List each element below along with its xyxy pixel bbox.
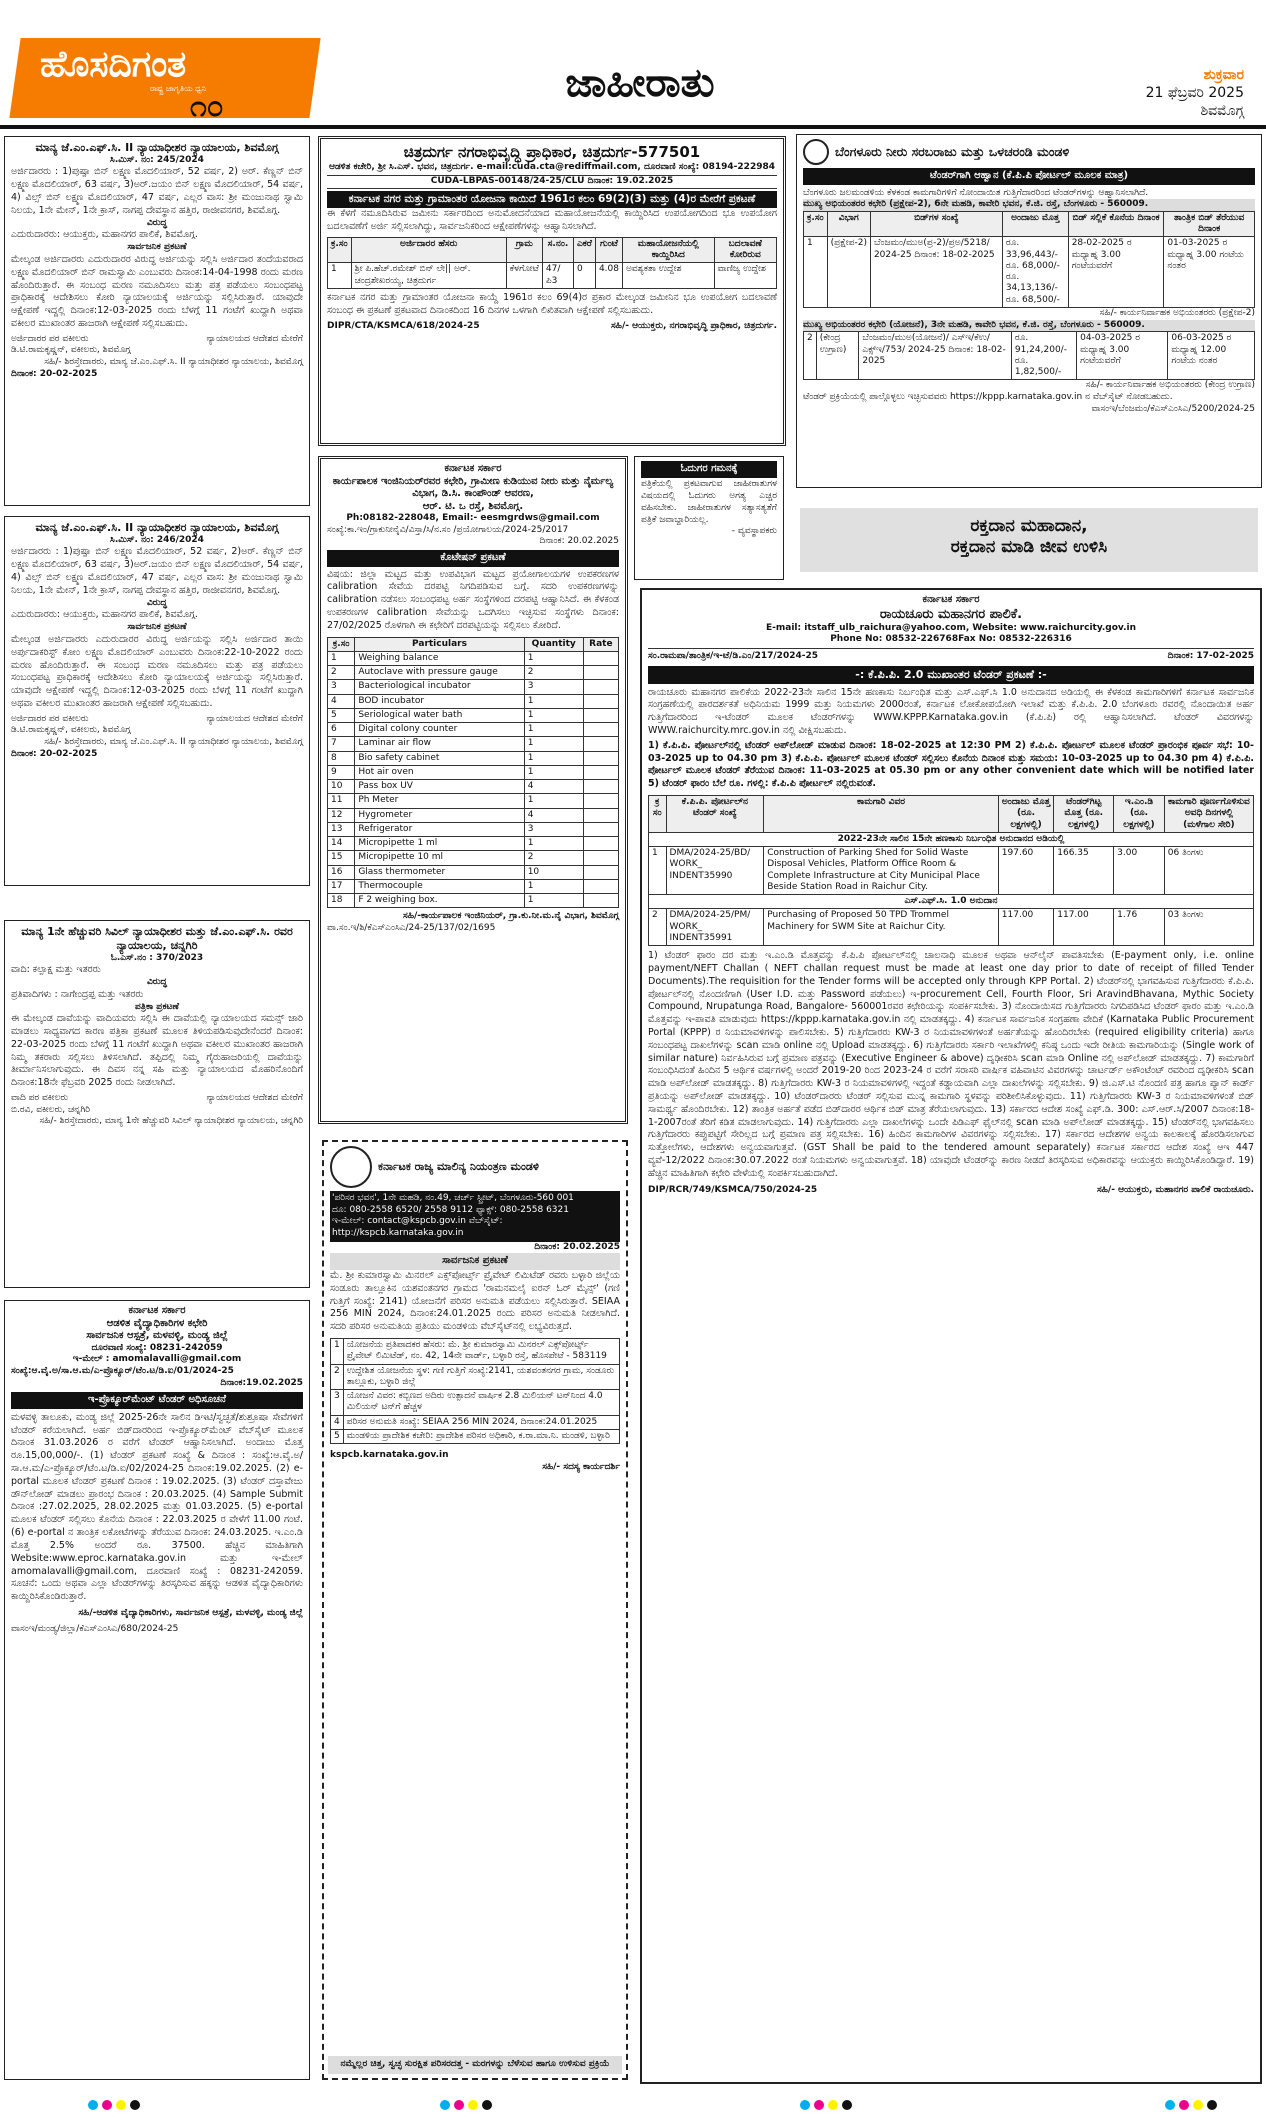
blood-donation-line2: ರಕ್ತದಾನ ಮಾಡಿ ಜೀವ ಉಳಿಸಿ [950, 537, 1108, 558]
signature: ಸಹಿ/- ಕಾರ್ಯನಿರ್ವಾಹಕ ಅಭಿಯಂತರರು (ಪ್ರಕ್ಷೇಪ-2) [1099, 307, 1255, 318]
govt-label: ಕರ್ನಾಟಕ ಸರ್ಕಾರ [922, 594, 980, 605]
reference-number: CUDA-LBPAS-00148/24-25/CLU ದಿನಾಂಕ: 19.02.2025 [327, 175, 777, 189]
blood-donation-box [800, 508, 1258, 572]
table-row: 6 Digital colony counter 1 [328, 723, 619, 737]
works-table: ಕ್ರ ಸಂ ಕೆ.ಪಿ.ಪಿ. ಪೋರ್ಟಲ್‌ನ ಟೆಂಡರ್ ಸಂಖ್ಯೆ ಕಾಮಗಾರಿ ವಿವರ ಅಂದಾಜು ಮೊತ್ತ (ರೂ. ಲಕ್ಷಗಳಲ್ಲಿ) ಟೆಂಡರ್‌ಗಿಟ್ಟ ಮೊತ್ತ (ರೂ. ಲಕ್ಷಗಳಲ್ಲಿ) ಇ.ಎಂ.ಡಿ (ರೂ. ಲಕ್ಷಗಳಲ್ಲಿ) ಕಾಮಗಾರಿ ಪೂರ್ಣಗೊಳಿಸುವ ಅವಧಿ ದಿನಗಳಲ್ಲಿ (ಮಳೆಗಾಲ ಸೇರಿ) 2022-23ನೇ ಸಾಲಿನ 15ನೇ ಹಣಕಾಸು ನಿರ್ಬಂಧಿತ ಅನುದಾನದ ಅಡಿಯಲ್ಲಿ 1 DMA/2024-25/BD/ WORK_ INDENT35990 Construction of Parking Shed for Solid Waste Disposal Vehicles, Platform Office Room & Complete Infrastructure at City Municipal Place Beside Station Road in Raichur City. 197.60 166.35 3.00 06 ತಿಂಗಳು ಎಸ್.ಎಫ್.ಸಿ. 1.0 ಅನುದಾನ 2 DMA/2024-25/PM/ WORK_ INDENT35991 Purchasing of Proposed 50 TPD Trommel Machinery for SWM Site at Raichur City. 117.00 117.00 1.76 03 ತಿಂಗಳು [648, 795, 1254, 946]
vs: ವಿರುದ್ಧ [147, 597, 167, 608]
email: ಇ-ಮೇಲ್: contact@kspcb.gov.in ವೆಬ್‌ಸೈಟ್: http://kspcb.karnataka.gov.in [332, 1216, 503, 1239]
order-label: ನ್ಯಾಯಾಲಯದ ಆದೇಶದ ಮೇರೆಗೆ [206, 333, 303, 344]
notice-title: ಚಿತ್ರದುರ್ಗ ನಗರಾಭಿವೃದ್ಧಿ ಪ್ರಾಧಿಕಾರ, ಚಿತ್ರದುರ್ಗ-577501 [403, 143, 701, 161]
office-name: ಕಾರ್ಯಪಾಲಕ ಇಂಜಿನಿಯರ್‌ರವರ ಕಛೇರಿ, ಗ್ರಾಮೀಣ ಕುಡಿಯುವ ನೀರು ಮತ್ತು ನೈರ್ಮಲ್ಯ ವಿಭಾಗ, ಡಿ.ಸಿ. ಕಾಂಪೌಂಡ್ ಆವರಣ, [332, 475, 614, 499]
order-label: ನ್ಯಾಯಾಲಯದ ಆದೇಶದ ಮೇರೆಗೆ [206, 1093, 303, 1104]
notice-title: ಕರ್ನಾಟಕ ರಾಜ್ಯ ಮಾಲಿನ್ಯ ನಿಯಂತ್ರಣ ಮಂಡಳಿ [378, 1160, 539, 1174]
advocate: ಬಿ.ರವಿ, ವಕೀಲರು, ಚನ್ನಗಿರಿ [11, 1104, 90, 1115]
bwssb-tender-notice [796, 134, 1262, 488]
registration-dots [800, 2100, 856, 2115]
website: kspcb.karnataka.gov.in [330, 1450, 449, 1460]
table-row: 1 Weighing balance 1 [328, 651, 619, 665]
tender-dates: 1) ಕೆ.ಪಿ.ಪಿ. ಪೋರ್ಟಲ್‌ನಲ್ಲಿ ಟೆಂಡರ್ ಅಪ್‌ಲೋಡ್ ಮಾಡುವ ದಿನಾಂಕ: 18-02-2025 at 12:30 PM 2) ಕೆ.ಪಿ.ಪಿ. ಪೋರ್ಟಲ್ ಮೂಲಕ ಟೆಂಡರ್ ಪ್ರಾರಂಭಿಕ ಪೂರ್ವ ಸಭೆ: 10-03-2025 up to 04.30 pm 3) ಕೆ.ಪಿ.ಪಿ. ಪೋರ್ಟಲ್ ಮೂಲಕ ಟೆಂಡರ್ ಸಲ್ಲಿಸಲು ಕೊನೆಯ ದಿನಾಂಕ ಮತ್ತು ಸಮಯ: 10-03-2025 up to 04.30 pm 4) ಕೆ.ಪಿ.ಪಿ. ಪೋರ್ಟಲ್ ಮೂಲಕ ಟೆಂಡರ್ ತೆರೆಯುವ ದಿನಾಂಕ: 11-03-2025 at 05.30 pm or any other convenient date which will be notified later 5) ಟೆಂಡರ್ ಫಾರಂ ಬೆಲೆ ರೂ. ಗಳಲ್ಲಿ: ಕೆ.ಪಿ.ಪಿ ಪೋರ್ಟಲ್ ನಲ್ಲಿರುವಂತೆ. [648, 739, 1254, 790]
dip-code: DIP/RCR/749/KSMCA/750/2024-25 [648, 1184, 818, 1195]
table-row: 2 ಉದ್ದೇಶಿತ ಯೋಜನೆಯ ಸ್ಥಳ: ಗಣಿ ಗುತ್ತಿಗೆ ಸಂಖ್ಯೆ:2141, ಯಶವಂತನಗರ ಗ್ರಾಮ, ಸಂಡೂರು ತಾಲ್ಲೂಕು, ಬಳ್ಳಾರಿ ಜಿಲ್ಲೆ [331, 1364, 620, 1390]
notice-head: ಕರ್ನಾಟಕ ನಗರ ಮತ್ತು ಗ್ರಾಮಾಂತರ ಯೋಜನಾ ಕಾಯಿದೆ 1961ರ ಕಲಂ 69(2)(3) ಮತ್ತು (4)ರ ಮೇರೆಗೆ ಪ್ರಕಟಣೆ [327, 191, 777, 208]
signature: ಸಹಿ/- ಶಿರಸ್ತೇದಾರರು, ಮಾನ್ಯ ಜೆ.ಎಂ.ಎಫ್.ಸಿ. II ನ್ಯಾಯಾಧೀಶರ ನ್ಯಾಯಾಲಯ, ಶಿವಮೊಗ್ಗ [44, 357, 303, 368]
respondent: ಎದುರುದಾರರು: ಆಯುಕ್ತರು, ಮಹಾನಗರ ಪಾಲಿಕೆ, ಶಿವಮೊಗ್ಗ. [11, 229, 198, 241]
table-header: ಅರ್ಜಿದಾರರ ಹೆಸರು [351, 237, 506, 263]
hospital-name: ಸಾರ್ವಜನಿಕ ಆಸ್ಪತ್ರೆ, ಮಳವಳ್ಳಿ, ಮಂಡ್ಯ ಜಿಲ್ಲೆ [86, 1330, 228, 1341]
notice-head: ಸಾರ್ವಜನಿಕ ಪ್ರಕಟಣೆ [127, 622, 187, 633]
table-row: 1 ಯೋಜನೆಯ ಪ್ರತಿಪಾದಕರ ಹೆಸರು: ಮೆ. ಶ್ರೀ ಕುಮಾರಸ್ವಾಮಿ ಮಿನರಲ್ ಎಕ್ಸ್‌ಪೋರ್ಟ್ಸ್ ಪ್ರೈವೇಟ್ ಲಿಮಿಟೆಡ್, ನಂ. 42, 14ನೇ ವಾರ್ಡ್, ಬಳ್ಳಾರಿ ರಸ್ತೆ, ಹೊಸಪೇಟೆ - 583119 [331, 1339, 620, 1365]
notice-body: ಪತ್ರಿಕೆಯಲ್ಲಿ ಪ್ರಕಟವಾಗುವ ಜಾಹೀರಾತುಗಳ ವಿಷಯದಲ್ಲಿ ಓದುಗರು ಅಗತ್ಯ ಎಚ್ಚರ ವಹಿಸಬೇಕು. ಜಾಹೀರಾತುಗಳ ಸತ್ಯಾಸತ್ಯತೆಗೆ ಪತ್ರಿಕೆ ಜವಾಬ್ದಾರಿಯಲ್ಲ. [641, 478, 777, 525]
notice-head: ಸಾರ್ವಜನಿಕ ಪ್ರಕಟಣೆ [330, 1253, 620, 1270]
table-row: 8 Bio safety cabinet 1 [328, 751, 619, 765]
notice-head: ಟೆಂಡರ್‌ಗಾಗಿ ಆಹ್ವಾನ (ಕೆ.ಪಿ.ಪಿ ಪೋರ್ಟಲ್ ಮೂಲಕ ಮಾತ್ರ) [803, 168, 1255, 185]
dip-code: ವಾಸಂಇ/ಮಂಡ್ಯ/ಜಿಲ್ಲಾ/ಕೆಎಸ್‌ಎಂಸಿಎ/680/2024-25 [11, 1623, 179, 1634]
newspaper-name: ಹೊಸದಿಗಂತ [40, 43, 187, 85]
notice-head: ಇ-ಪ್ರೊಕ್ಯೂರ್‌ಮೆಂಟ್ ಟೆಂಡರ್ ಅಧಿಸೂಚನೆ [11, 1392, 303, 1409]
office-address: ಮುಖ್ಯ ಅಭಿಯಂತರರ ಕಛೇರಿ (ಪ್ರಕ್ಷೇಪ-2), 6ನೇ ಮಹಡಿ, ಕಾವೇರಿ ಭವನ, ಕೆ.ಜಿ. ರಸ್ತೆ, ಬೆಂಗಳೂರು - 560009. [803, 199, 1255, 211]
notice-head: ಸಾರ್ವಜನಿಕ ಪ್ರಕಟಣೆ [127, 242, 187, 253]
notice-date: ದಿನಾಂಕ:19.02.2025 [220, 1377, 303, 1388]
notice-body: ಈ ಮೇಲ್ಕಂಡ ದಾವೆಯನ್ನು ವಾದಿಯವರು ಸಲ್ಲಿಸಿ ಈ ದಾವೆಯಲ್ಲಿ ನ್ಯಾಯಾಲಯದ ಸಮನ್ಸ್ ಜಾರಿ ಮಾಡಲು ಸಾಧ್ಯವಾಗದ ಕಾರಣ ಪತ್ರಿಕಾ ಪ್ರಕಟಣೆ ಮೂಲಕ ತಿಳಿಯಪಡಿಸುವುದೇನೆಂದರೆ ದಿನಾಂಕ: 22-03-2025 ರಂದು ಬೆಳಗ್ಗೆ 11 ಗಂಟೆಗೆ ಖುದ್ದಾಗಿ ಅಥವಾ ವಕೀಲರ ಮುಖಾಂತರ ಹಾಜರಾಗಿ ನಿಮ್ಮ ತಕರಾರು ಸಲ್ಲಿಸಲು ತಿಳಿಸಲಾಗಿದೆ. ತಪ್ಪಿದಲ್ಲಿ ನಿಮ್ಮ ಗೈರುಹಾಜರಿಯಲ್ಲಿ ದಾವೆಯನ್ನು ತೀರ್ಮಾನಿಸಲಾಗುವುದು. ಈ ದಿವಸ ನನ್ನ ಸಹಿ ಮತ್ತು ನ್ಯಾಯಾಲಯದ ಮೊಹರಿನೊಂದಿಗೆ ದಿನಾಂಕ:18ನೇ ಫೆಬ್ರವರಿ 2025 ರಂದು ನೀಡಲಾಗಿದೆ. [11, 1013, 303, 1089]
table-header: ಮಹಾಯೋಜನೆಯಲ್ಲಿ ಕಾಯ್ದಿರಿಸಿದ [622, 237, 714, 263]
table-row: 3 Bacteriological incubator 3 [328, 680, 619, 694]
table-header: ಗ್ರಾಮ [506, 237, 542, 263]
parties: ಅರ್ಜಿದಾರರು : 1)ಪುಷ್ಪಾ ಬಿನ್ ಲಕ್ಷ್ಮಣ ಮೊದಲಿಯಾರ್, 52 ವರ್ಷ, 2) ಅರ್. ಕೆಣ್ಣನ್ ಬಿನ್ ಲಕ್ಷ್ಮಣ ಮೊದಲಿಯಾರ್, 63 ವರ್ಷ, 3)ಅರ್.ಜಯಂ ಬಿನ್ ಲಕ್ಷ್ಮಣ ಮೊದಲಿಯಾರ್, 54 ವರ್ಷ, 4) ವಿಲ್ಸ್ ಬಿನ್ ಲಕ್ಷ್ಮಣ ಮೊದಲಿಯಾರ್, 47 ವರ್ಷ, ಎಲ್ಲರ ವಾಸ: ಶ್ರೀ ಮಂಜುನಾಥ ಸ್ವಾಮಿ ನಿಲಯ, 1ನೇ ಮೇನ್, 1ನೇ ಕ್ರಾಸ್, ನಾಗಪ್ಪ ದೇವಸ್ಥಾನ ಹತ್ತಿರ, ರಾಜೀವನಗರ, ಶಿವಮೊಗ್ಗ. [11, 166, 303, 216]
notice-head: -: ಕೆ.ಪಿ.ಪಿ. 2.0 ಮುಖಾಂತರ ಟೆಂಡರ್ ಪ್ರಕಟಣೆ :- [648, 666, 1254, 684]
govt-label: ಕರ್ನಾಟಕ ಸರ್ಕಾರ [128, 1305, 186, 1316]
notice-body: ಮೆ. ಶ್ರೀ ಕುಮಾರಸ್ವಾಮಿ ಮಿನರಲ್ ಎಕ್ಸ್‌ಪೋರ್ಟ್ಸ್ ಪ್ರೈವೇಟ್ ಲಿಮಿಟೆಡ್ ರವರು ಬಳ್ಳಾರಿ ಜಿಲ್ಲೆಯ ಸಂಡೂರು ತಾಲ್ಲೂಕಿನ ಯಶವಂತನಗರ ಗ್ರಾಮದ 'ರಾಮನಮಲೈ ಐರನ್ ಓರ್ ಮೈನ್ಸ್' (ಗಣಿ ಗುತ್ತಿಗೆ ಸಂಖ್ಯೆ: 2141) ಯೋಜನೆಗೆ ಪರಿಸರ ಅನುಮತಿ ಪಡೆಯಲು ಸಲ್ಲಿಸಿರುತ್ತಾರೆ. SEIAA 256 MIN 2024, ದಿನಾಂಕ:24.01.2025 ರಂದು ಪರಿಸರ ಅನುಮತಿ ನೀಡಲಾಗಿದೆ. ಸದರಿ ಪರಿಸರ ಅನುಮತಿಯ ಪ್ರತಿಯು ಮಂಡಳಿಯ ವೆಬ್‌ಸೈಟ್‌ನಲ್ಲಿ ಲಭ್ಯವಿರುತ್ತದೆ. [330, 1269, 620, 1333]
signature: ಸಹಿ/-ಆಡಳಿತ ವೈದ್ಯಾಧಿಕಾರಿಗಳು, ಸಾರ್ವಜನಿಕ ಆಸ್ಪತ್ರೆ, ಮಳವಳ್ಳಿ, ಮಂಡ್ಯ ಜಿಲ್ಲೆ [78, 1607, 303, 1618]
phone: Phone No: 08532-226768Fax No: 08532-226316 [830, 634, 1072, 645]
notice-date: ದಿನಾಂಕ: 20-02-2025 [11, 748, 98, 759]
signature: ಸಹಿ/-ಕಾರ್ಯಪಾಲಕ ಇಂಜಿನಿಯರ್, ಗ್ರಾ.ಕು.ನೀ.ಮ.ನೈ ವಿಭಾಗ, ಶಿವಮೊಗ್ಗ [403, 911, 619, 922]
section-title: ಜಾಹೀರಾತು [565, 59, 715, 106]
signature: ಸಹಿ/- ಆಯುಕ್ತರು, ನಗರಾಭಿವೃದ್ಧಿ ಪ್ರಾಧಿಕಾರ, ಚಿತ್ರದುರ್ಗ. [610, 320, 777, 331]
tagline: ರಾಷ್ಟ್ರ ಜಾಗೃತಿಯ ಧ್ವನಿ [150, 84, 207, 93]
table-row: 15 Micropipette 10 ml 2 [328, 851, 619, 865]
day: ಶುಕ್ರವಾರ [1203, 67, 1244, 83]
table-row: 14 Micropipette 1 ml 1 [328, 837, 619, 851]
date: 21 ಫೆಬ್ರವರಿ 2025 [1145, 85, 1244, 102]
parties: ವಾದಿ: ಕಲ್ಪಾಕ್ಷ ಮತ್ತು ಇತರರು [11, 964, 101, 976]
notice-date: ದಿನಾಂಕ: 20-02-2025 [11, 368, 98, 379]
advocate: ಡಿ.ಟಿ.ರಾಮಕೃಷ್ಣನ್, ವಕೀಲರು, ಶಿವಮೊಗ್ಗ [11, 725, 131, 736]
table-row: 9 Hot air oven 1 [328, 765, 619, 779]
contact: Ph:08182-228048, Email:- eesmgrdws@gmail.com [346, 513, 600, 523]
table-row: 1 DMA/2024-25/BD/ WORK_ INDENT35990 Construction of Parking Shed for Solid Waste Disposal Vehicles, Platform Office Room & Complete Infrastructure at City Municipal Place Beside Station Road in Raichur City. 197.60 166.35 3.00 06 ತಿಂಗಳು [649, 847, 1254, 895]
table-header: ಕ್ರ.ಸಂ [328, 637, 355, 651]
notice-title: ಓದುಗರ ಗಮನಕ್ಕೆ [641, 461, 777, 478]
page-number: ೧೦ [190, 89, 224, 124]
table-header: Particulars [355, 637, 524, 651]
registration-dots [88, 2100, 144, 2115]
blood-donation-line1: ರಕ್ತದಾನ ಮಹಾದಾನ, [970, 516, 1088, 536]
table-header: Rate [583, 637, 618, 651]
table-header: ಕ್ರ.ಸಂ [328, 237, 352, 263]
signature: ಸಹಿ/- ಆಯುಕ್ತರು, ಮಹಾನಗರ ಪಾಲಿಕೆ ರಾಯಚೂರು. [1096, 1184, 1254, 1195]
section-label: 2022-23ನೇ ಸಾಲಿನ 15ನೇ ಹಣಕಾಸು ನಿರ್ಬಂಧಿತ ಅನುದಾನದ ಅಡಿಯಲ್ಲಿ [649, 832, 1254, 846]
case-number: ಸಿ.ಮಿಸ್. ನಂ: 246/2024 [110, 534, 204, 545]
table-header: ಗುಂಟೆ [595, 237, 622, 263]
office-address: ಮುಖ್ಯ ಅಭಿಯಂತರರ ಕಛೇರಿ (ಯೋಜನೆ), 3ನೇ ಮಹಡಿ, ಕಾವೇರಿ ಭವನ, ಕೆ.ಜಿ. ರಸ್ತೆ, ಬೆಂಗಳೂರು - 560009. [803, 320, 1255, 332]
office-name: ರಾಯಚೂರು ಮಹಾನಗರ ಪಾಲಿಕೆ. [879, 606, 1023, 622]
advocate-label: ಅರ್ಜಿದಾರರ ಪರ ವಕೀಲರು [11, 713, 89, 724]
kspcb-notice [322, 1140, 628, 2080]
reference-number: ಸಂಖ್ಯೆ:ಕಾ.ಇಂ/ಗ್ರಾಕುನೀನೈವಿ/ವಿಸ್ತಾ/ಸಿ/ನ.ಸಂ /ಪ್ರಯೋಗಾಲಯ/2024-25/2017 [327, 524, 569, 535]
case-number: ಸಿ.ಮಿಸ್. ನಂ: 245/2024 [110, 154, 204, 165]
order-label: ನ್ಯಾಯಾಲಯದ ಆದೇಶದ ಮೇರೆಗೆ [206, 713, 303, 724]
table-row: 5 Seriological water bath 1 [328, 708, 619, 722]
table-header: Quantity [524, 637, 583, 651]
vs: ವಿರುದ್ಧ [147, 977, 167, 987]
table-row: 18 F 2 weighing box. 1 [328, 894, 619, 908]
dip-code: ವಾ.ಸಂ.ಇ/ಶಿ/ಕೆಎಸ್‌ಎಂಸಿಎ/24-25/137/02/1695 [327, 923, 496, 934]
notice-footer: ಟೆಂಡರ್ ಪ್ರಕ್ರಿಯೆಯಲ್ಲಿ ಪಾಲ್ಗೊಳ್ಳಲು ಇಚ್ಛಿಸುವವರು https://kppp.karnataka.gov.in ನ ವೆಬ್‌ಸೈಟ್ ನೋಡಬಹುದು. [803, 391, 1173, 402]
tender-table-1: ಕ್ರ.ಸಂ ವಿಭಾಗ ಬಿಡ್‌ಗಳ ಸಂಖ್ಯೆ ಅಂದಾಜು ಮೊತ್ತ ಬಿಡ್ ಸಲ್ಲಿಕೆ ಕೊನೆಯ ದಿನಾಂಕ ತಾಂತ್ರಿಕ ಬಿಡ್ ತೆರೆಯುವ ದಿನಾಂಕ 1 (ಪ್ರಕ್ಷೇಪ-2) ಬೆಂಜಮಂ/ಮುಅ(ಪ್ರ-2)/ಪ್ರಅ/5218/ 2024-25 ದಿನಾಂಕ: 18-02-2025 ರೂ. 33,96,443/- ರೂ. 68,000/- ರೂ. 34,13,136/- ರೂ. 68,500/- 28-02-2025 ರ ಮಧ್ಯಾಹ್ನ 3.00 ಗಂಟೆಯವರೆಗೆ 01-03-2025 ರ ಮಧ್ಯಾಹ್ನ 3.00 ಗಂಟೆಯ ನಂತರ [803, 211, 1255, 308]
bwssb-logo-icon [803, 139, 829, 165]
dip-code: ವಾಸಂಇ/ಬೆಂಜಮಂ/ಕೆಎಸ್‌ಎಂಸಿಎ/5200/2024-25 [1091, 403, 1255, 414]
court-notice-3 [4, 920, 310, 1288]
hospital-tender-notice [4, 1300, 310, 2080]
notice-date: ದಿನಾಂಕ: 17-02-2025 [1167, 651, 1254, 662]
notice-head: ಕೊಟೇಷನ್ ಪ್ರಕಟಣೆ [327, 550, 619, 567]
kspcb-logo-icon [330, 1146, 372, 1188]
project-details-table [330, 1338, 620, 1444]
table-row: 2 Autoclave with pressure gauge 2 [328, 666, 619, 680]
address: 'ಪರಿಸರ ಭವನ', 1ನೇ ಮಹಡಿ, ನಂ.49, ಚರ್ಚ್ ಸ್ಟ್ರೀಟ್, ಬೆಂಗಳೂರು-560 001 [332, 1193, 574, 1203]
table-row: 4 ಪರಿಸರ ಅನುಮತಿ ಸಂಖ್ಯೆ: SEIAA 256 MIN 2024, ದಿನಾಂಕ:24.01.2025 [331, 1415, 620, 1429]
table-row: 4 BOD incubator 1 [328, 694, 619, 708]
notice-body: ರಾಯಚೂರು ಮಹಾನಗರ ಪಾಲಿಕೆಯ 2022-23ನೇ ಸಾಲಿನ 15ನೇ ಹಣಕಾಸು ನಿರ್ಬಂಧಿತ ಮತ್ತು ಎಸ್.ಎಫ್.ಸಿ 1.0 ಅನುದಾನದ ಅಡಿಯಲ್ಲಿ ಈ ಕೆಳಕಂಡ ಕಾಮಗಾರಿಗಳಿಗೆ ಕರ್ನಾಟಕ ಸಾರ್ವಜನಿಕ ಸಂಗ್ರಹಣೆಯಲ್ಲಿ ಪಾರದರ್ಶಕತೆ ಅಧಿನಿಯಮ 1999 ಮತ್ತು ನಿಯಮಗಳು 2000ರಂತೆ, ಕರ್ನಾಟಕ ಲೋಕೋಪಯೋಗಿ ಇಲಾಖೆ ಮತ್ತು ಕೆ.ಪಿ.ಪಿ. 2.0 ಬೆಂಗಳೂರು ರವರಲ್ಲಿ ನೊಂದಾಯಿತ ಅರ್ಹ ಗುತ್ತಿಗೆದಾರರಿಂದ ಇ-ಟೆಂಡರ್ ಮೂಲಕ ಟೆಂಡರ್‌ಗಳನ್ನು WWW.KPPP.Karnataka.gov.in (ಕೆ.ಪಿ.ಪಿ) ರಲ್ಲಿ ಆಹ್ವಾನಿಸಲಾಗಿದೆ. ಟೆಂಡರ್ ವಿವರಗಳನ್ನು WWW.raichurcity.mrc.gov.in ನಲ್ಲಿ ವೀಕ್ಷಿಸಬಹುದು. [648, 686, 1254, 736]
table-row: 2 (ಕೇಂದ್ರ ಉಗ್ರಾಣ) ಬೆಂಜಮಂ/ಮುಅ(ಯೋಜನೆ)/ ಎಸ್‌ಇ/ಕೆಉ/ಎಕ್ಸ್‌ಇ/753/ 2024-25 ದಿನಾಂಕ: 18-02-2025 ರೂ. 91,24,200/- ರೂ. 1,82,500/- 04-03-2025 ರ ಮಧ್ಯಾಹ್ನ 3.00 ಗಂಟೆಯವರೆಗೆ 06-03-2025 ರ ಮಧ್ಯಾಹ್ನ 12.00 ಗಂಟೆಯ ನಂತರ [804, 332, 1255, 380]
reference-number: ಸಂಖ್ಯೆ:ಆ.ವೈ.ಅ/ಸಾ.ಆ.ಮ/ಎ-ಪ್ರೊಕ್ಯೂರ್/ಟೆಂ.ಟ/ಡಿ.ಐ/01/2024-25 [11, 1365, 234, 1376]
phone: ದೂ: 080-2558 6520/ 2558 9112 ಫ್ಯಾಕ್ಸ್: 080-2558 6321 [332, 1204, 569, 1215]
table-row: 17 Thermocouple 1 [328, 879, 619, 893]
notice-title: ಬೆಂಗಳೂರು ನೀರು ಸರಬರಾಜು ಮತ್ತು ಒಳಚರಂಡಿ ಮಂಡಳಿ [835, 144, 1070, 160]
rdws-quotation-notice [318, 456, 628, 1124]
table-row: 16 Glass thermometer 10 [328, 865, 619, 879]
notice-head: ಪತ್ರಿಕಾ ಪ್ರಕಟಣೆ [135, 1001, 179, 1012]
notice-body: ವಿಷಯ: ಜಿಲ್ಲಾ ಮಟ್ಟದ ಮತ್ತು ಉಪವಿಭಾಗ ಮಟ್ಟದ ಪ್ರಯೋಗಾಲಯಗಳ ಉಪಕರಣಗಳ calibration ಸೇವೆಯ ದರಪಟ್ಟಿ ನಿಗದಿಪಡಿಸುವ ಬಗ್ಗೆ. ಸದರಿ ಉಪಕರಣಗಳನ್ನು calibration ನಡೆಸಲು ಸಂಬಂಧಪಟ್ಟ ಅರ್ಹ ಸಂಸ್ಥೆಗಳಿಂದ ದರಪಟ್ಟಿ ಆಹ್ವಾನಿಸಿದೆ. ಈ ಕೆಳಕಂಡ ಉಪಕರಣಗಳ calibration ಸೇವೆಯನ್ನು ಒದಗಿಸಲು ಇಚ್ಛಿಸುವ ಸಂಸ್ಥೆಗಳು ದಿನಾಂಕ: 27/02/2025 ರೊಳಗಾಗಿ ಈ ಕಛೇರಿಗೆ ದರಪಟ್ಟಿಯನ್ನು ಸಲ್ಲಿಸಲು ಕೋರಿದೆ. [327, 568, 619, 631]
land-table [327, 237, 777, 289]
table-row: 1 (ಪ್ರಕ್ಷೇಪ-2) ಬೆಂಜಮಂ/ಮುಅ(ಪ್ರ-2)/ಪ್ರಅ/5218/ 2024-25 ದಿನಾಂಕ: 18-02-2025 ರೂ. 33,96,443/- ರೂ. 68,000/- ರೂ. 34,13,136/- ರೂ. 68,500/- 28-02-2025 ರ ಮಧ್ಯಾಹ್ನ 3.00 ಗಂಟೆಯವರೆಗೆ 01-03-2025 ರ ಮಧ್ಯಾಹ್ನ 3.00 ಗಂಟೆಯ ನಂತರ [804, 237, 1255, 308]
office-name: ಆಡಳಿತ ವೈದ್ಯಾಧಿಕಾರಿಗಳ ಕಛೇರಿ [106, 1317, 208, 1329]
signature: ಸಹಿ/- ಶಿರಸ್ತೇದಾರರು, ಮಾನ್ಯ 1ನೇ ಹೆಚ್ಚುವರಿ ಸಿವಿಲ್ ನ್ಯಾಯಾಧೀಶರ ನ್ಯಾಯಾಲಯ, ಚನ್ನಗಿರಿ [39, 1116, 303, 1127]
table-row: 5 ಮಂಡಳಿಯ ಪ್ರಾದೇಶಿಕ ಕಚೇರಿ: ಪ್ರಾದೇಶಿಕ ಪರಿಸರ ಅಧಿಕಾರಿ, ಕ.ರಾ.ಮಾ.ನಿ. ಮಂಡಳಿ, ಬಳ್ಳಾರಿ [331, 1429, 620, 1443]
notice-date: ದಿನಾಂಕ: 20.02.2025 [534, 1241, 620, 1252]
table-row: 13 Refrigerator 3 [328, 822, 619, 836]
section-label: ಎಸ್.ಎಫ್.ಸಿ. 1.0 ಅನುದಾನ [649, 895, 1254, 909]
table-header: ಎಕರೆ [573, 237, 595, 263]
city: ಶಿವಮೊಗ್ಗ [1200, 103, 1244, 120]
table-row: 1 ಶ್ರೀ ಪಿ.ಹೆಚ್.ರಮೇಶ್ ಬಿನ್ ಲೇ|| ಅರ್. ಚಂದ್ರಶೇಖರಯ್ಯ, ಚಿತ್ರದುರ್ಗ ಕೆಳಗೋಟೆ 47/ಪಿ3 0 4.08 ಅವಶ್ಯಕತಾ ಉದ್ದೇಶ ವಾಣಿಜ್ಯ ಉದ್ದೇಶ [328, 263, 777, 289]
table-row: 10 Pass box UV 4 [328, 780, 619, 794]
signature: - ವ್ಯವಸ್ಥಾಪಕರು [731, 526, 777, 537]
notice-body: ಮೇಲ್ಕಂಡ ಅರ್ಜಿದಾರರು ಎದುರುದಾರರ ವಿರುದ್ಧ ಅರ್ಜಿಯನ್ನು ಸಲ್ಲಿಸಿ ಅರ್ಜಿದಾರ ತಾಯಿ ಅರ್ಪುದಾಕರಿಸ್ಟ್ ಕೋಂ ಲಕ್ಷ್ಮಣ ಮೊದಲಿಯಾರ್ ಎಂಬುವರು ದಿನಾಂಕ:22-10-2022 ರಂದು ಮರಣ ಹೊಂದಿರುತ್ತಾರೆ. ಈ ಸಂಬಂಧ ಮರಣ ನಮೂದಿಸಲು ಮತ್ತು ಪತ್ರ ಪಡೆಯಲು ಸಂಬಂಧಪಟ್ಟ ಪ್ರಾಧಿಕಾರಕ್ಕೆ ಆದೇಶಿಸಲು ಕೋರಿ ನ್ಯಾಯಾಲಯಕ್ಕೆ ಅರ್ಜಿಯನ್ನು ಸಲ್ಲಿಸಿರುತ್ತಾರೆ. ಯಾವುದೇ ಆಕ್ಷೇಪಣೆ ಇದ್ದಲ್ಲಿ ದಿನಾಂಕ:12-03-2025 ರಂದು ಬೆಳಗ್ಗೆ 11 ಗಂಟೆಗೆ ಖುದ್ದಾಗಿ ಅಥವಾ ವಕೀಲರ ಮುಖಾಂತರ ಹಾಜರಾಗಿ ಆಕ್ಷೇಪಣೆ ಸಲ್ಲಿಸಬಹುದು. [11, 633, 303, 709]
signature: ಸಹಿ/- ಶಿರಸ್ತೇದಾರರು, ಮಾನ್ಯ ಜೆ.ಎಂ.ಎಫ್.ಸಿ. II ನ್ಯಾಯಾಧೀಶರ ನ್ಯಾಯಾಲಯ, ಶಿವಮೊಗ್ಗ [44, 737, 303, 748]
advocate-label: ವಾದಿ ಪರ ವಕೀಲರು [11, 1093, 69, 1104]
table-row: 2 DMA/2024-25/PM/ WORK_ INDENT35991 Purchasing of Proposed 50 TPD Trommel Machinery for SWM Site at Raichur City. 117.00 117.00 1.76 03 ತಿಂಗಳು [649, 909, 1254, 946]
advocate: ಡಿ.ಟಿ.ರಾಮಕೃಷ್ಣನ್, ವಕೀಲರು, ಶಿವಮೊಗ್ಗ [11, 345, 131, 356]
tender-table-2 [803, 331, 1255, 380]
dip-code: DIPR/CTA/KSMCA/618/2024-25 [327, 320, 480, 331]
court-notice-1 [4, 136, 310, 506]
table-row: 7 Laminar air flow 1 [328, 737, 619, 751]
table-row: 12 Hygrometer 4 [328, 808, 619, 822]
header-rule [0, 125, 1266, 129]
vs: ವಿರುದ್ಧ [147, 217, 167, 228]
govt-label: ಕರ್ನಾಟಕ ಸರ್ಕಾರ [444, 463, 502, 474]
reference-number: ಸಂ.ರಾಮಪಾ/ತಾಂತ್ರಿಕ/ಇ-ಟೆ/ಡಿ.ಎಂ/217/2024-25 [648, 651, 818, 662]
office-address: ಆರ್. ಟಿ. ಒ ರಸ್ತೆ, ಶಿವಮೊಗ್ಗ. [422, 500, 524, 512]
equipment-table [327, 637, 619, 909]
terms: 1) ಟೆಂಡರ್ ಫಾರಂ ದರ ಮತ್ತು ಇ.ಎಂ.ಡಿ ಮೊತ್ತವನ್ನು ಕೆ.ಪಿ.ಪಿ ಪೋರ್ಟಲ್‌ನಲ್ಲಿ ಚಾಲನಾಧಿ ಮೂಲಕ ಅಥವಾ ಆನ್‌ಲೈನ್ ಪಾವತಿಸಬೇಕು (E-payment only, i.e. online payment/NEFT Challan ( NEFT challan request must be made at least one day prior to date of receipt of filled Tender Documents).The requisition for the Tender forms will be accepted only through KPP Portal. 2) ಟೆಂಡರ್‌ನಲ್ಲಿ ಭಾಗವಹಿಸುವ ಗುತ್ತಿಗೆದಾರರು ಕೆ.ಪಿ.ಪಿ. ಪೋರ್ಟಲ್‌ನಲ್ಲಿ ನೊಂದಣಿಗಾಗಿ (User I.D. ಮತ್ತು Password ಪಡೆಯಲು) ಇ-procurement Cell, Fourth Floor, Sri AravindBhavana, Mythic Society Compound, Nrupatunga Road, Bangalore- 560001ರವರ ಕಛೇರಿಯನ್ನು ಸಂಪರ್ಕಿಸಬೇಕು. 3) ನೊಂದಾಯಿಸದ ಗುತ್ತಿಗೆದಾರರು ನಿಗದಿಪಡಿಸಿದ ಟೆಂಡರ್ ಫಾರಂ ಮತ್ತು ಇ.ಎಂ.ಡಿ ಮೊತ್ತವನ್ನು ಇ-ಪಾವತಿ ಮಾಡುವುದು https://kppp.karnataka.gov.in ನಲ್ಲಿ ಮಾಡತಕ್ಕದ್ದು. 4) ಕರ್ನಾಟಕ ಸಾರ್ವಜನಿಕ ಸಂಗ್ರಹಣಾ ವೇದಿಕೆ (Karnataka Public Procurement Portal (KPPP) ರ ನಿಯಮಾವಳಿಗಳನ್ನು ಪಾಲಿಸಬೇಕು. 5) ಗುತ್ತಿಗೆದಾರರು KW-3 ರ ನಿಯಮಾವಳಿಗಳಂತೆ ಅರ್ಹತೆಯನ್ನು ಹೊಂದಿರಬೇಕು (required eligibility criteria) ಹಾಗೂ ಸಂಬಂಧಪಟ್ಟ ದಾಖಲೆಗಳನ್ನು scan ಮಾಡಿ online ನಲ್ಲಿ Upload ಮಾಡತಕ್ಕದ್ದು. 6) ಗುತ್ತಿಗೆದಾರರು ಸರ್ಕಾರಿ ಇಲಾಖೆಗಳಲ್ಲಿ ಕನಿಷ್ಠ ಒಂದು ಇದೇ ರೀತಿಯ ಕಾಮಗಾರಿಯನ್ನು (Single work of similar nature) ನಿರ್ವಹಿಸಿರುವ ಬಗ್ಗೆ ಪ್ರಮಾಣ ಪತ್ರವನ್ನು (Executive Engineer & above) ದೃಢೀಕರಿಸಿ scan ಮಾಡಿ Online ನಲ್ಲಿ ಅಪ್‌ಲೋಡ್ ಮಾಡತಕ್ಕದ್ದು. 7) ಕಾಮಗಾರಿಗೆ ಸಂಬಂಧಿಸಿದಂತೆ ಹಿಂದಿನ 5 ಆರ್ಥಿಕ ವರ್ಷಗಳಲ್ಲಿ ಅಂದರೆ 2019-20 ರಿಂದ 2023-24 ರ ವರೆಗೆ ಸರಾಸರಿ ವಾರ್ಷಿಕ ವಹಿವಾಟಿನ ವಿವರಗಳನ್ನು ಚಾರ್ಟರ್ಡ್ ಅಕೌಂಟೆಂಟ್ ರವರಿಂದ ದೃಢೀಕರಿಸಿ scan ಮಾಡಿ ಅಪ್‌ಲೋಡ್ ಮಾಡತಕ್ಕದ್ದು. 8) ಗುತ್ತಿಗೆದಾರರು KW-3 ರ ನಿಯಮಾವಳಿಗಳಲ್ಲಿ ಇದ್ದಂತೆ ಕಡ್ಡಾಯವಾಗಿ ಎಲ್ಲಾ ದಾಖಲೆಗಳನ್ನು ಸಲ್ಲಿಸಬೇಕು. 9) ಜಿ.ಎಸ್.ಟಿ ನೊಂದಣಿ ಪತ್ರ ಹಾಗೂ ಪ್ಯಾನ್ ಕಾರ್ಡ್ ಪ್ರತಿಯನ್ನು ಅಪ್‌ಲೋಡ್ ಮಾಡತಕ್ಕದ್ದು. 10) ಟೆಂಡರ್‌ದಾರರು ಟೆಂಡರ್ ಸಲ್ಲಿಸುವ ಮುನ್ನ ಕಾಮಗಾರಿ ಸ್ಥಳವನ್ನು ಪರಿಶೀಲಿಸಿಕೊಳ್ಳುವುದು. 11) ಗುತ್ತಿಗೆದಾರರು KW-3 ರ ನಿಯಮಾವಳಿಗಳಂತೆ ಬಿಡ್ ಸಾಮರ್ಥ್ಯ ಹೊಂದಿರಬೇಕು. 12) ತಾಂತ್ರಿಕ ಅರ್ಹತೆ ಪಡೆದ ಬಿಡ್‌ದಾರರ ಆರ್ಥಿಕ ಬಿಡ್ ಮಾತ್ರ ತೆರೆಯಲಾಗುವುದು. 13) ಸರ್ಕಾರದ ಆದೇಶ ಸಂಖ್ಯೆ ಎಫ್.ಡಿ. 300: ಎಸ್.ಆರ್.ಸಿ/2007 ದಿನಾಂಕ:18-1-2007ರಂತೆ ತೆರಿಗೆ ಕಡಿತ ಮಾಡಲಾಗುವುದು. 14) ಗುತ್ತಿಗೆದಾರರು ಎಲ್ಲಾ ದಾಖಲೆಗಳನ್ನು ಒಂದೇ ಪಿಡಿಎಫ್ ಫೈಲ್‌ನಲ್ಲಿ scan ಮಾಡಿ ಅಪ್‌ಲೋಡ್ ಮಾಡತಕ್ಕದ್ದು. 15) ಟೆಂಡರ್‌ನಲ್ಲಿ ಭಾಗವಹಿಸಲು ಗುತ್ತಿಗೆದಾರರು ಕಪ್ಪುಪಟ್ಟಿಗೆ ಸೇರಿಲ್ಲದ ಬಗ್ಗೆ ಪ್ರಮಾಣ ಪತ್ರ ಸಲ್ಲಿಸಬೇಕು. 16) ಹಿಂದಿನ ಕಾಮಗಾರಿಗಳ ವಿವರಗಳನ್ನು ಸಲ್ಲಿಸಬೇಕು. 17) ಸರ್ಕಾರದ ಆದೇಶಗಳ ಅನ್ವಯ ಕಾಲಕಾಲಕ್ಕೆ ಹೊರಡಿಸಲಾಗುವ ಸುತ್ತೋಲೆಗಳು, ಆದೇಶಗಳು ಅನ್ವಯವಾಗುತ್ತವೆ. (GST Shall be paid to the tendered amount separately) ಕರ್ನಾಟಕ ಸರ್ಕಾರದ ಆದೇಶ ಸಂಖ್ಯೆ ಆಇ 447 ವ್ಯವೆ-12/2022 ದಿನಾಂಕ:30.07.2022 ರಂತೆ ನಿಯಮಗಳು ಅನ್ವಯವಾಗುತ್ತವೆ. 18) ಯಾವುದೇ ಟೆಂಡರ್‌ನ್ನು ಕಾರಣ ನೀಡದೆ ತಿರಸ್ಕರಿಸುವ ಅಧಿಕಾರವನ್ನು ಆಯುಕ್ತರು ಕಾಯ್ದಿರಿಸಿಕೊಂಡಿದ್ದಾರೆ. 19) ಹೆಚ್ಚಿನ ಮಾಹಿತಿಗಾಗಿ ಕಛೇರಿ ವೇಳೆಯಲ್ಲಿ ಸಂಪರ್ಕಿಸಬಹುದಾಗಿದೆ. [648, 950, 1254, 1179]
parties: ಅರ್ಜಿದಾರರು : 1)ಪುಷ್ಪಾ ಬಿನ್ ಲಕ್ಷ್ಮಣ ಮೊದಲಿಯಾರ್, 52 ವರ್ಷ, 2)ಅರ್. ಕೆಣ್ಣನ್ ಬಿನ್ ಲಕ್ಷ್ಮಣ ಮೊದಲಿಯಾರ್, 63 ವರ್ಷ, 3)ಅರ್.ಜಯಂ ಬಿನ್ ಲಕ್ಷ್ಮಣ ಮೊದಲಿಯಾರ್, 54 ವರ್ಷ, 4) ವಿಲ್ಸ್ ಬಿನ್ ಲಕ್ಷ್ಮಣ ಮೊದಲಿಯಾರ್, 47 ವರ್ಷ, ಎಲ್ಲರ ವಾಸ: ಶ್ರೀ ಮಂಜುನಾಥ ಸ್ವಾಮಿ ನಿಲಯ, 1ನೇ ಮೇನ್, 1ನೇ ಕ್ರಾಸ್, ನಾಗಪ್ಪ ದೇವಸ್ಥಾನ ಹತ್ತಿರ, ರಾಜೀವನಗರ, ಶಿವಮೊಗ್ಗ. [11, 546, 303, 596]
registration-dots [440, 2100, 496, 2115]
phone: ದೂರವಾಣಿ ಸಂಖ್ಯೆ: 08231-242059 [91, 1342, 223, 1353]
respondent: ಪ್ರತಿವಾದಿಗಳು : ನಾಗೇಂದ್ರಪ್ಪ ಮತ್ತು ಇತರರು [11, 988, 144, 1000]
court-notice-2 [4, 516, 310, 886]
table-header: ಬದಲಾವಣೆ ಕೋರಿರುವ [714, 237, 776, 263]
notice-footer: ಕರ್ನಾಟಕ ನಗರ ಮತ್ತು ಗ್ರಾಮಾಂತರ ಯೋಜನಾ ಕಾಯ್ದೆ 1961ರ ಕಲಂ 69(4)ರ ಪ್ರಕಾರ ಮೇಲ್ಕಂಡ ಜಮೀನಿನ ಭೂ ಉಪಯೋಗ ಬದಲಾವಣೆ ಸಂಬಂಧ ಈ ಪ್ರಕಟಣೆ ಪ್ರಕಟವಾದ ದಿನಾಂಕದಿಂದ 16 ದಿನಗಳ ಒಳಗಾಗಿ ಲಿಖಿತವಾಗಿ ಆಕ್ಷೇಪಣೆ ಸಲ್ಲಿಸಬಹುದು. [327, 291, 777, 316]
advocate-label: ಅರ್ಜಿದಾರರ ಪರ ವಕೀಲರು [11, 333, 89, 344]
notice-title: ಮಾನ್ಯ ಜೆ.ಎಂ.ಎಫ್.ಸಿ. II ನ್ಯಾಯಾಧೀಶರ ನ್ಯಾಯಾಲಯ, ಶಿವಮೊಗ್ಗ [35, 141, 279, 154]
raichur-tender-notice [640, 588, 1262, 2084]
email: ಇ-ಮೇಲ್ : amomalavalli@gmail.com [72, 1354, 242, 1365]
signature: ಸಹಿ/- ಕಾರ್ಯನಿರ್ವಾಹಕ ಅಭಿಯಂತರರು (ಕೇಂದ್ರ ಉಗ್ರಾಣ) [1085, 380, 1255, 391]
registration-dots [1165, 2100, 1221, 2115]
notice-title: ಮಾನ್ಯ 1ನೇ ಹೆಚ್ಚುವರಿ ಸಿವಿಲ್ ನ್ಯಾಯಾಧೀಶರ ಮತ್ತು ಜೆ.ಎಂ.ಎಫ್.ಸಿ. ರವರ ನ್ಯಾಯಾಲಯ, ಚನ್ನಗಿರಿ [21, 925, 293, 952]
case-number: ಓ.ಎಸ್.ನಂ : 370/2023 [110, 952, 204, 963]
table-row: 11 Ph Meter 1 [328, 794, 619, 808]
email: E-mail: itstaff_ulb_raichura@yahoo.com, Website: www.raichurcity.gov.in [766, 622, 1136, 633]
address: ಆಡಳಿತ ಕಚೇರಿ, ಶ್ರೀ ಸಿ.ಎಸ್. ಭವನ, ಚಿತ್ರದುರ್ಗ. e-mail:cuda.cta@rediffmail.com, ದೂರವಾಣಿ ಸಂಖ್ಯೆ: 08194-222984 [329, 161, 775, 172]
signature: ಸಹಿ/- ಸದಸ್ಯ ಕಾರ್ಯದರ್ಶಿ [542, 1461, 620, 1472]
cuda-notice [318, 136, 786, 446]
notice-body: ಮಳವಳ್ಳಿ ತಾಲೂಕು, ಮಂಡ್ಯ ಜಿಲ್ಲೆ 2025-26ನೇ ಸಾಲಿನ ಡಿಇಟಿ/ಸ್ವಚ್ಛತೆ/ಶುಶ್ರೂಷಾ ಸೇವೆಗಳಿಗೆ ಟೆಂಡರ್ ಕರೆಯಲಾಗಿದೆ. ಅರ್ಹ ಬಿಡ್‌ದಾರರಿಂದ ಇ-ಪ್ರೊಕ್ಯೂರ್‌ಮೆಂಟ್ ವೆಬ್‌ಸೈಟ್ ಮೂಲಕ ದಿನಾಂಕ 31.03.2026 ರ ವರೆಗೆ ಟೆಂಡರ್ ಆಹ್ವಾನಿಸಲಾಗಿದೆ. ಅಂದಾಜು ಮೊತ್ತ ರೂ.15,00,000/-. (1) ಟೆಂಡರ್ ಪ್ರಕಟಣೆ ಸಂಖ್ಯೆ & ದಿನಾಂಕ : ಸಂಖ್ಯೆ:ಆ.ವೈ.ಅ/ಸಾ.ಆ.ಮ/ಎ-ಪ್ರೊಕ್ಯೂರ್/ಟೆಂ.ಟ/ಡಿ.ಐ/02/2024-25 ದಿನಾಂಕ:19.02.2025. (2) e-portal ಮೂಲಕ ಟೆಂಡರ್ ಪ್ರಕಟಣೆ ದಿನಾಂಕ : 19.02.2025. (3) ಟೆಂಡರ್ ದಸ್ತಾವೇಜು ಡೌನ್‌ಲೋಡ್ ಮಾಡಲು ಪ್ರಾರಂಭ ದಿನಾಂಕ : 20.03.2025. (4) Sample Submit ದಿನಾಂಕ :27.02.2025, 28.02.2025 ಮತ್ತು 01.03.2025. (5) e-portal ಮೂಲಕ ಟೆಂಡರ್ ಸಲ್ಲಿಸಲು ಕೊನೆಯ ದಿನಾಂಕ : 22.03.2025 ರ ವೇಳೆಗೆ 11.00 ಗಂಟೆ. (6) e-portal ನ ತಾಂತ್ರಿಕ ಲಕೋಟೆಗಳನ್ನು ತೆರೆಯುವ ದಿನಾಂಕ: 24.03.2025. ಇ.ಎಂ.ಡಿ ಮೊತ್ತ 2.5% ಅಂದರೆ ರೂ. 37500. ಹೆಚ್ಚಿನ ಮಾಹಿತಿಗಾಗಿ Website:www.eproc.karnataka.gov.in ಮತ್ತು ಇ-ಮೇಲ್ amomalavalli@gmail.com, ದೂರವಾಣಿ ಸಂಖ್ಯೆ : 08231-242059. ಸೂಚನೆ: ಒಂದು ಅಥವಾ ಎಲ್ಲಾ ಟೆಂಡರ್‌ಗಳನ್ನು ತಿರಸ್ಕರಿಸುವ ಹಕ್ಕನ್ನು ಆಡಳಿತ ವೈದ್ಯಾಧಿಕಾರಿಗಳು ಕಾಯ್ದಿರಿಸಿಕೊಂಡಿರುತ್ತಾರೆ. [11, 1411, 303, 1603]
notice-title: ಮಾನ್ಯ ಜೆ.ಎಂ.ಎಫ್.ಸಿ. II ನ್ಯಾಯಾಧೀಶರ ನ್ಯಾಯಾಲಯ, ಶಿವಮೊಗ್ಗ [35, 521, 279, 534]
respondent: ಎದುರುದಾರರು: ಆಯುಕ್ತರು, ಮಹಾನಗರ ಪಾಲಿಕೆ, ಶಿವಮೊಗ್ಗ. [11, 609, 198, 621]
kspcb-footer-slogan: ನಮ್ಮೆಲ್ಲರ ಚಿತ್ತ, ಸ್ವಚ್ಛ ಸುರಕ್ಷಿತ ಪರಿಸರದತ್ತ - ಮರಗಳನ್ನು ಬೆಳೆಸುವ ಹಾಗೂ ಉಳಿಸುವ ಪ್ರಕ್ರಿಯೆ [328, 2056, 622, 2074]
intro: ಬೆಂಗಳೂರು ಜಲಮಂಡಳಿಯ ಕೆಳಕಂಡ ಕಾಮಗಾರಿಗಳಿಗೆ ನೋಂದಾಯಿತ ಗುತ್ತಿಗೆದಾರರಿಂದ ಟೆಂಡರ್‌ಗಳನ್ನು ಆಹ್ವಾನಿಸಲಾಗಿದೆ. [803, 187, 1149, 198]
table-header: ಸ.ನಂ. [542, 237, 573, 263]
notice-date: ದಿನಾಂಕ: 20.02.2025 [539, 536, 619, 547]
notice-body: ಮೇಲ್ಕಂಡ ಅರ್ಜಿದಾರರು ಎದುರುದಾರರ ವಿರುದ್ಧ ಅರ್ಜಿಯನ್ನು ಸಲ್ಲಿಸಿ ಅರ್ಜಿದಾರ ತಂದೆಯವರಾದ ಲಕ್ಷ್ಮಣ ಮೊದಲಿಯಾರ್ ಬಿನ್ ರಾಮಸ್ವಾಮಿ ಎಂಬುವರು ದಿನಾಂಕ:14-04-1998 ರಂದು ಮರಣ ಹೊಂದಿರುತ್ತಾರೆ. ಈ ಸಂಬಂಧ ಮರಣ ನಮೂದಿಸಲು ಮತ್ತು ಪತ್ರ ಪಡೆಯಲು ಸಂಬಂಧಪಟ್ಟ ಪ್ರಾಧಿಕಾರಕ್ಕೆ ಆದೇಶಿಸಲು ಕೋರಿ ನ್ಯಾಯಾಲಯಕ್ಕೆ ಅರ್ಜಿಯನ್ನು ಸಲ್ಲಿಸಿರುತ್ತಾರೆ. ಯಾವುದೇ ಆಕ್ಷೇಪಣೆ ಇದ್ದಲ್ಲಿ ದಿನಾಂಕ:12-03-2025 ರಂದು ಬೆಳಗ್ಗೆ 11 ಗಂಟೆಗೆ ಖುದ್ದಾಗಿ ಅಥವಾ ವಕೀಲರ ಮುಖಾಂತರ ಹಾಜರಾಗಿ ಆಕ್ಷೇಪಣೆ ಸಲ್ಲಿಸಬಹುದು. [11, 253, 303, 329]
readers-notice [634, 456, 784, 580]
table-row: 3 ಯೋಜನೆ ವಿವರ: ಕಬ್ಬಿಣದ ಅದಿರು ಉತ್ಪಾದನೆ ವಾರ್ಷಿಕ 2.8 ಮಿಲಿಯನ್ ಟನ್‌ನಿಂದ 4.0 ಮಿಲಿಯನ್ ಟನ್‌ಗೆ ಹೆಚ್ಚಳ [331, 1390, 620, 1416]
notice-body: ಈ ಕೆಳಗೆ ನಮೂದಿಸಿರುವ ಜಮೀನು ಸರ್ಕಾರದಿಂದ ಅನುಮೋದನೆಯಾದ ಮಹಾಯೋಜನೆಯಲ್ಲಿ ಕಾಯ್ದಿರಿಸಿದ ಉಪಯೋಗದಿಂದ ಭೂ ಉಪಯೋಗ ಬದಲಾವಣೆಗೆ ಅರ್ಜಿ ಸಲ್ಲಿಸಲಾಗಿದ್ದು, ಸಾರ್ವಜನಿಕರಿಂದ ಆಕ್ಷೇಪಣೆಗಳನ್ನು ಆಹ್ವಾನಿಸಲಾಗಿದೆ. [327, 208, 777, 233]
